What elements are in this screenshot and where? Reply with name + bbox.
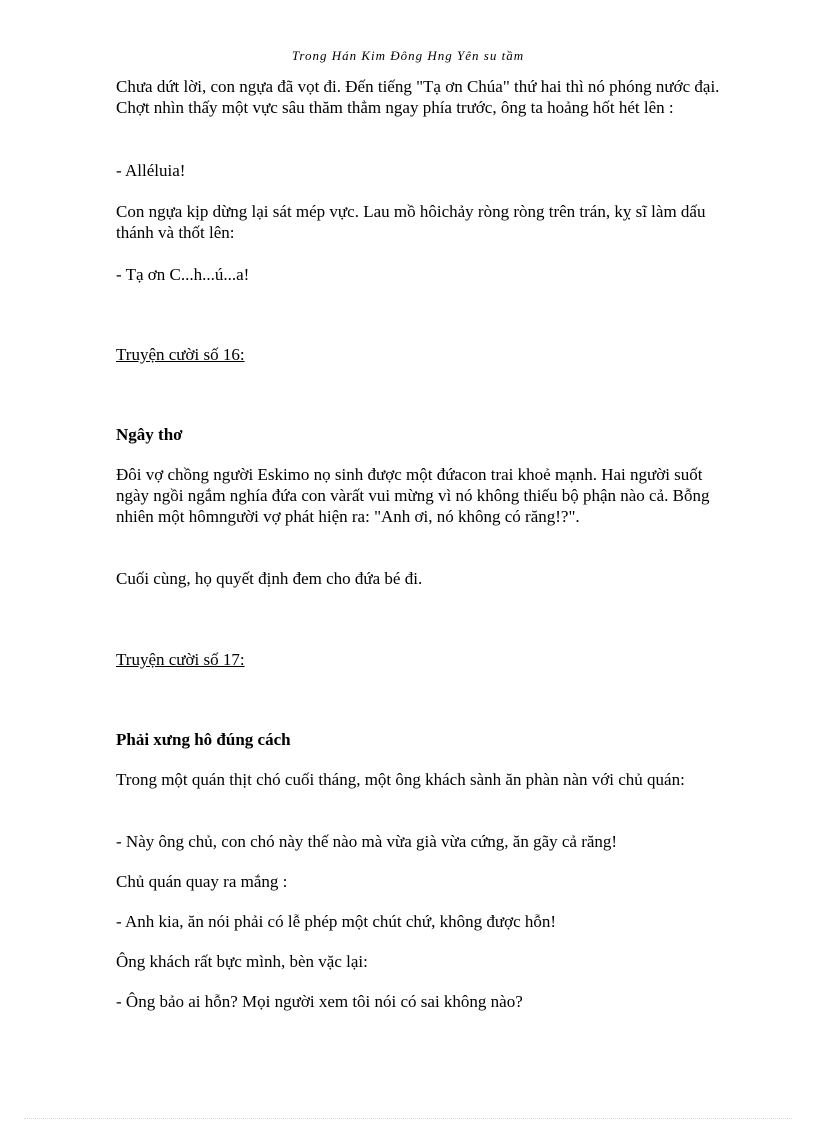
story16-title: Ngây thơ [116, 425, 183, 444]
story17-line-owner-turns: Chủ quán quay ra mắng : [116, 872, 288, 891]
story17-number-heading: Truyện cười số 17: [116, 650, 245, 669]
story15-line-thanks: - Tạ ơn C...h...ú...a! [116, 265, 250, 284]
page-bottom-divider [24, 1118, 792, 1119]
running-header: Trong Hán Kim Đông Hng Yên su tầm [291, 48, 525, 63]
story17-line-customer-reply: - Ông bảo ai hỗn? Mọi người xem tôi nói có sai không nào? [116, 992, 523, 1011]
story17-line-customer-angry: Ông khách rất bực mình, bèn vặc lại: [116, 952, 368, 971]
story16-number-heading: Truyện cười số 16: [116, 345, 245, 364]
story17-title: Phải xưng hô đúng cách [116, 730, 291, 749]
story15-paragraph-3: Con ngựa kịp dừng lại sát mép vực. Lau mồ hôichảy ròng ròng trên trán, kỵ sĩ làm dấu thánh và thốt lên: [116, 202, 706, 242]
story17-line-complaint: - Này ông chủ, con chó này thế nào mà vừa già vừa cứng, ăn gãy cả răng! [116, 832, 618, 851]
story17-line-owner-scold: - Anh kia, ăn nói phải có lễ phép một chút chứ, không được hỗn! [116, 912, 557, 931]
story16-paragraph-2: Cuối cùng, họ quyết định đem cho đứa bé đi. [116, 569, 423, 588]
story15-paragraph-1: Chưa dứt lời, con ngựa đã vọt đi. Đến tiếng "Tạ ơn Chúa" thứ hai thì nó phóng nước đại. Chợt nhìn thấy một vực sâu thăm thẳm ngay phía trước, ông ta hoảng hốt hét lên : [116, 77, 720, 117]
story15-line-alleluia: - Alléluia! [116, 161, 186, 180]
story16-paragraph-1: Đôi vợ chồng người Eskimo nọ sinh được một đứacon trai khoẻ mạnh. Hai người suốt ngày ngồi ngắm nghía đứa con vàrất vui mừng vì nó không thiếu bộ phận nào cả. Bỗng nhiên một hômngười vợ phát hiện ra: "Anh ơi, nó không có răng!?". [116, 465, 710, 526]
story17-paragraph-1: Trong một quán thịt chó cuối tháng, một ông khách sành ăn phàn nàn với chủ quán: [116, 770, 685, 789]
